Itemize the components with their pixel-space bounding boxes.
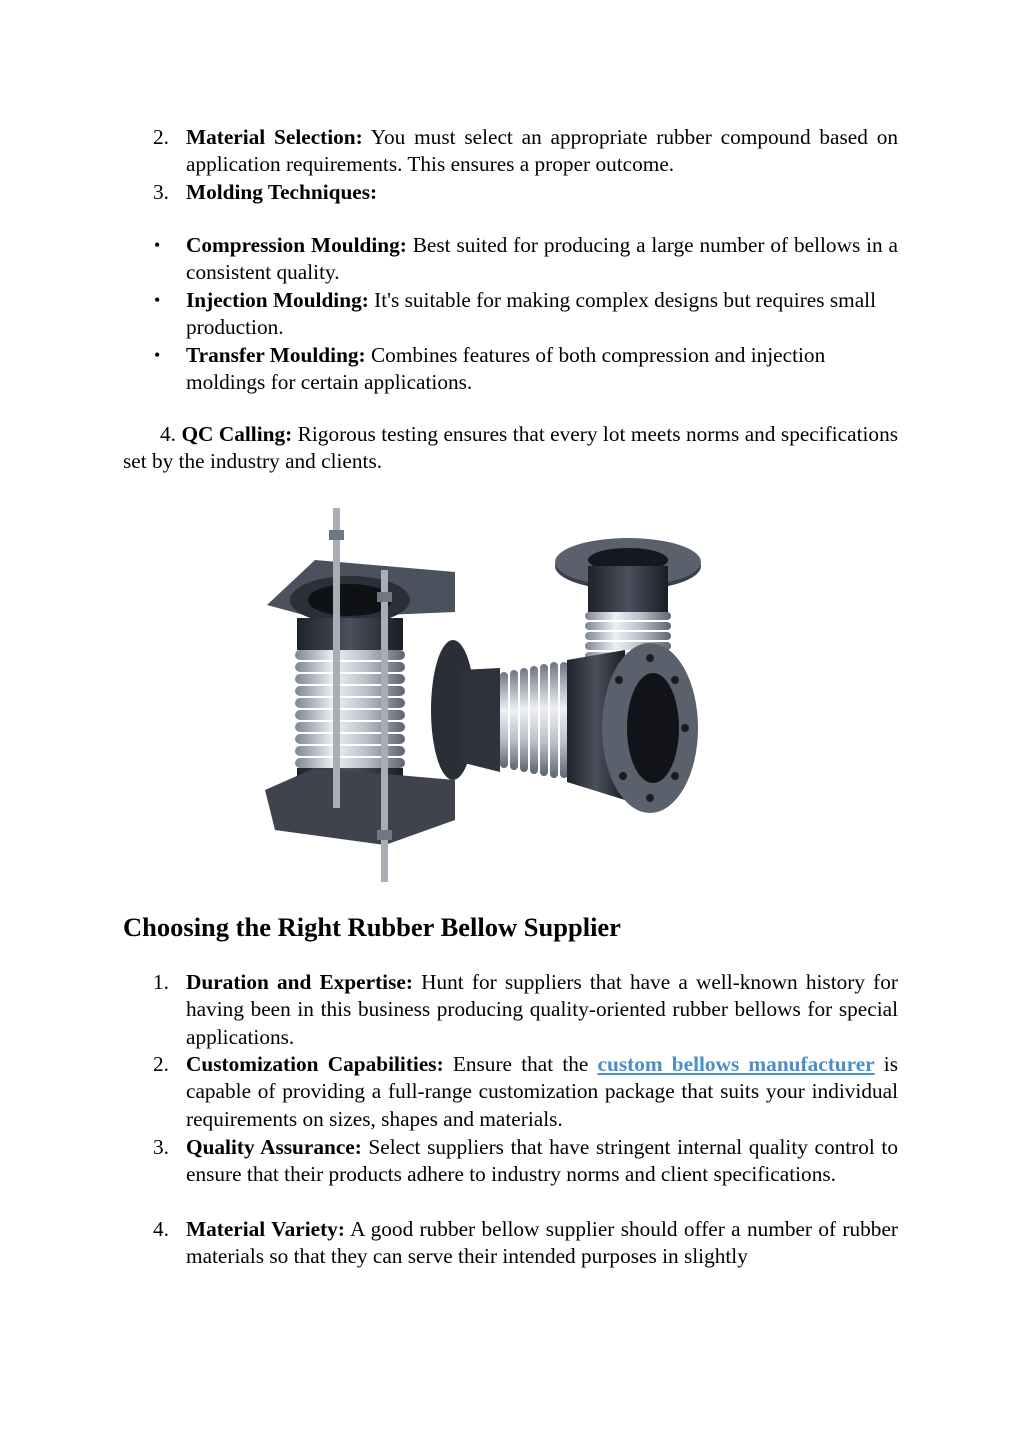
item-title: QC Calling:	[181, 422, 293, 446]
item-title: Material Selection:	[186, 125, 363, 149]
list-item	[186, 1051, 898, 1133]
list-item	[186, 1216, 898, 1271]
list-item	[186, 179, 898, 206]
list-number: 3.	[153, 1135, 169, 1159]
list-number: 3.	[153, 180, 169, 204]
list-number: 4.	[160, 422, 176, 446]
bellows-product-image	[255, 500, 715, 890]
item-text: You must select an appropriate rubber compound based on application requirements. This ensures a proper outcome.	[186, 125, 898, 177]
item-title: Customization Capabilities:	[186, 1052, 444, 1076]
item-text: Ensure that the	[443, 1052, 598, 1076]
bullet-icon: •	[154, 235, 161, 255]
item-title: Transfer Moulding:	[186, 343, 366, 367]
bullet-icon: •	[154, 290, 161, 310]
custom-bellows-link[interactable]: custom bellows manufacturer	[597, 1052, 875, 1076]
item-title: Quality Assurance:	[186, 1135, 362, 1159]
list-number: 1.	[153, 970, 169, 994]
bullet-item	[186, 342, 898, 397]
list-item	[186, 124, 898, 179]
item-text: It's suitable for making complex designs but requires small production.	[186, 288, 876, 340]
item-title: Molding Techniques:	[186, 180, 378, 204]
item-text: Best suited for producing a large number of bellows in a consistent quality.	[186, 233, 898, 285]
item-text: Select suppliers that have stringent internal quality control to ensure that their products adhere to industry norms and client specifications.	[186, 1135, 898, 1187]
bullet-item	[186, 287, 898, 342]
item-title: Injection Moulding:	[186, 288, 369, 312]
bullet-item	[186, 232, 898, 287]
item-text: Hunt for suppliers that have a well-known history for having been in this business producing quality-oriented rubber bellows for special applications.	[186, 970, 898, 1049]
list-number: 2.	[153, 1052, 169, 1076]
qc-paragraph	[123, 421, 898, 476]
section-heading: Choosing the Right Rubber Bellow Supplier	[123, 912, 621, 942]
list-item	[186, 1134, 898, 1189]
item-text: Combines features of both compression and injection moldings for certain applications.	[186, 343, 826, 395]
bullet-icon: •	[154, 345, 161, 365]
list-item	[186, 969, 898, 1051]
list-number: 2.	[153, 125, 169, 149]
list-number: 4.	[153, 1217, 169, 1241]
item-title: Compression Moulding:	[186, 233, 407, 257]
item-text: is capable of providing a full-range customization package that suits your individual requirements on sizes, shapes and materials.	[186, 1052, 899, 1131]
item-title: Duration and Expertise:	[186, 970, 413, 994]
item-title: Material Variety:	[186, 1217, 345, 1241]
item-text: A good rubber bellow supplier should offer a number of rubber materials so that they can serve their intended purposes in slightly	[186, 1217, 899, 1269]
item-text: Rigorous testing ensures that every lot meets norms and specifications set by the industry and clients.	[123, 422, 898, 474]
